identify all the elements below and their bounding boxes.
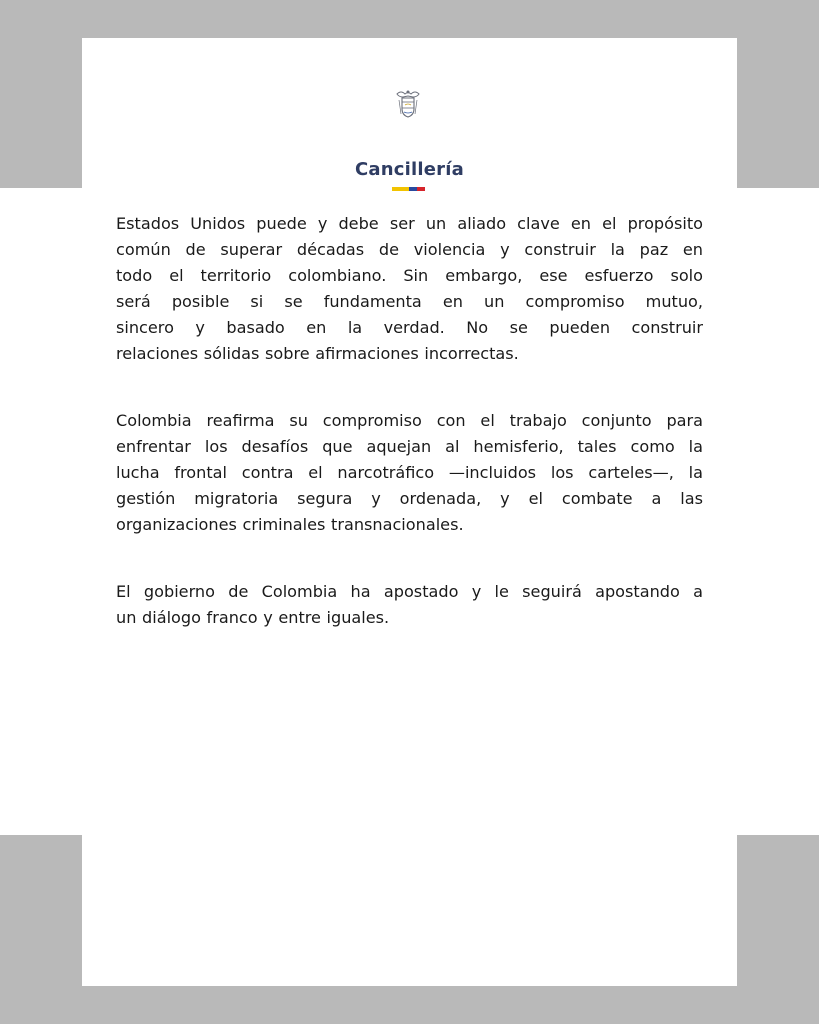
flag-stripe xyxy=(392,187,425,191)
text-line: sincero y basado en la verdad. No se pueden construir xyxy=(116,318,703,337)
text-line: un diálogo franco y entre iguales. xyxy=(116,608,390,627)
text-line: Estados Unidos puede y debe ser un aliado clave en el propósito xyxy=(116,214,703,233)
text-line: lucha frontal contra el narcotráfico —incluidos los carteles—, la xyxy=(116,463,703,482)
text-line: enfrentar los desafíos que aquejan al hemisferio, tales como la xyxy=(116,437,703,456)
colombia-coat-of-arms-icon xyxy=(395,88,421,120)
text-line: organizaciones criminales transnacionales. xyxy=(116,515,464,534)
statement-body xyxy=(116,211,703,672)
logo-wordmark: Cancillería xyxy=(355,159,464,180)
paragraph xyxy=(116,211,703,367)
flag-stripe-red xyxy=(417,187,425,191)
text-line: todo el territorio colombiano. Sin embargo, ese esfuerzo solo xyxy=(116,266,703,285)
flag-stripe-blue xyxy=(409,187,417,191)
paragraph xyxy=(116,408,703,538)
text-line: gestión migratoria segura y ordenada, y el combate a las xyxy=(116,489,703,508)
text-line: Colombia reafirma su compromiso con el trabajo conjunto para xyxy=(116,411,703,430)
text-line: El gobierno de Colombia ha apostado y le seguirá apostando a xyxy=(116,582,703,601)
flag-stripe-yellow xyxy=(392,187,409,191)
paragraph xyxy=(116,579,703,631)
document-sheet-bottom xyxy=(82,835,737,986)
cancilleria-logo xyxy=(0,38,819,188)
text-line: común de superar décadas de violencia y construir la paz en xyxy=(116,240,703,259)
text-line: relaciones sólidas sobre afirmaciones incorrectas. xyxy=(116,344,519,363)
text-line: será posible si se fundamenta en un compromiso mutuo, xyxy=(116,292,703,311)
